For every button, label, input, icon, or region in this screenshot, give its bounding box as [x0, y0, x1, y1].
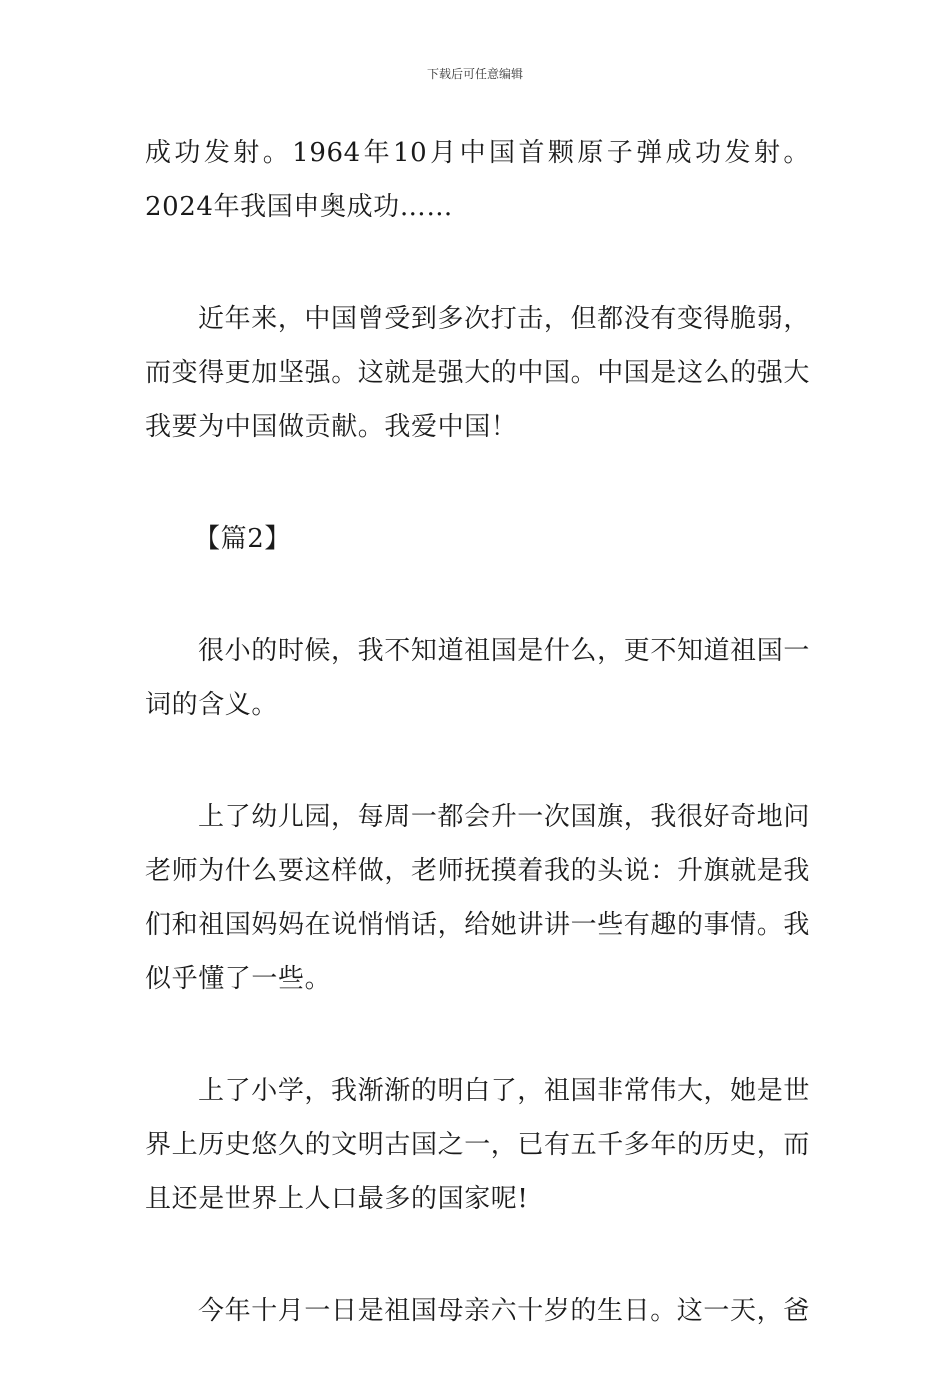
page-header: 下载后可任意编辑: [426, 67, 523, 81]
document-body: [145, 126, 810, 1396]
paragraph: 上了小学，我渐渐的明白了，祖国非常伟大，她是世界上历史悠久的文明古国之一，已有五千多年的历史，而且还是世界上人口最多的国家呢!: [145, 1076, 811, 1214]
paragraph-continuation: 成功发射。1964年10月中国首颗原子弹成功发射。2024年我国申奥成功……: [145, 138, 810, 222]
section-heading: 【篇2】: [194, 524, 291, 554]
paragraph: 上了幼儿园，每周一都会升一次国旗，我很好奇地问老师为什么要这样做，老师抚摸着我的头说：升旗就是我们和祖国妈妈在说悄悄话，给她讲讲一些有趣的事情。我似乎懂了一些。: [145, 802, 811, 994]
paragraph: 今年十月一日是祖国母亲六十岁的生日。这一天，爸: [198, 1296, 810, 1326]
paragraph: 很小的时候，我不知道祖国是什么，更不知道祖国一词的含义。: [145, 636, 810, 720]
paragraph: 近年来，中国曾受到多次打击，但都没有变得脆弱，而变得更加坚强。这就是强大的中国。中国是这么的强大我要为中国做贡献。我爱中国！: [145, 304, 811, 442]
